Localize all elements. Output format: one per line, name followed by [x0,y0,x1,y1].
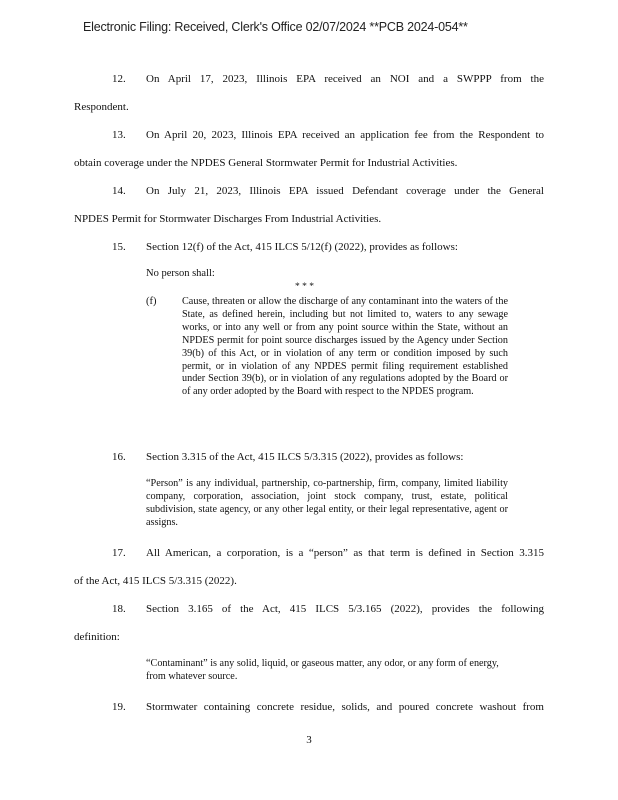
paragraph-12-line-2: Respondent. [74,101,129,113]
paragraph-number-15: 15. [112,241,126,253]
paragraph-17-line-2: of the Act, 415 ILCS 5/3.315 (2022). [74,575,237,587]
paragraph-14-line-2: NPDES Permit for Stormwater Discharges From Industrial Activities. [74,213,382,225]
paragraph-19-line-1: Stormwater containing concrete residue, solids, and poured concrete washout from [146,701,544,713]
paragraph-number-14: 14. [112,185,126,197]
paragraph-number-16: 16. [112,451,126,463]
paragraph-14-line-1: On July 21, 2023, Illinois EPA issued Defendant coverage under the General [146,185,544,197]
filing-stamp-header: Electronic Filing: Received, Clerk's Office 02/07/2024 **PCB 2024-054** [83,20,468,34]
quote-15-subsection-label: (f) [146,296,157,307]
quote-16-person-definition: “Person” is any individual, partnership, co-partnership, firm, company, limited liability company, corporation, association, joint stock company, trust, estate, political subdivision, state agency, or any other legal entity, or their legal representative, agent or assigns. [146,478,508,528]
quote-15-subsection-text: Cause, threaten or allow the discharge of any contaminant into the waters of the State, as defined herein, including but not limited to, waters to any sewage works, or into any well or from any point source within the State, without an NPDES permit for point source discharges issued by the Agency under Section 39(b) of this Act, or in violation of any term or condition imposed by such permit, or in violation of any NPDES permit filing requirement established under Section 39(b), or in violation of any regulations adopted by the Board or of any order adopted by the Board with respect to the NPDES program. [182,296,508,398]
paragraph-number-13: 13. [112,129,126,141]
paragraph-13-line-1: On April 20, 2023, Illinois EPA received an application fee from the Respondent to [146,129,544,141]
paragraph-number-17: 17. [112,547,126,559]
quote-18-contaminant-definition: “Contaminant” is any solid, liquid, or gaseous matter, any odor, or any form of energy, from whatever source. [146,658,499,682]
paragraph-18-line-1: Section 3.165 of the Act, 415 ILCS 5/3.165 (2022), provides the following [146,603,544,615]
paragraph-number-19: 19. [112,701,126,713]
page-number: 3 [306,734,312,746]
paragraph-18-line-2: definition: [74,631,120,643]
paragraph-13-line-2: obtain coverage under the NPDES General Stormwater Permit for Industrial Activities. [74,157,458,169]
paragraph-number-12: 12. [112,73,126,85]
paragraph-15-line-1: Section 12(f) of the Act, 415 ILCS 5/12(f) (2022), provides as follows: [146,241,458,253]
paragraph-17-line-1: All American, a corporation, is a “person” as that term is defined in Section 3.315 [146,547,544,559]
paragraph-number-18: 18. [112,603,126,615]
quote-15-intro: No person shall: [146,268,215,279]
quote-15-asterisks: * * * [295,282,314,292]
paragraph-12-line-1: On April 17, 2023, Illinois EPA received an NOI and a SWPPP from the [146,73,544,85]
paragraph-16-line-1: Section 3.315 of the Act, 415 ILCS 5/3.315 (2022), provides as follows: [146,451,464,463]
